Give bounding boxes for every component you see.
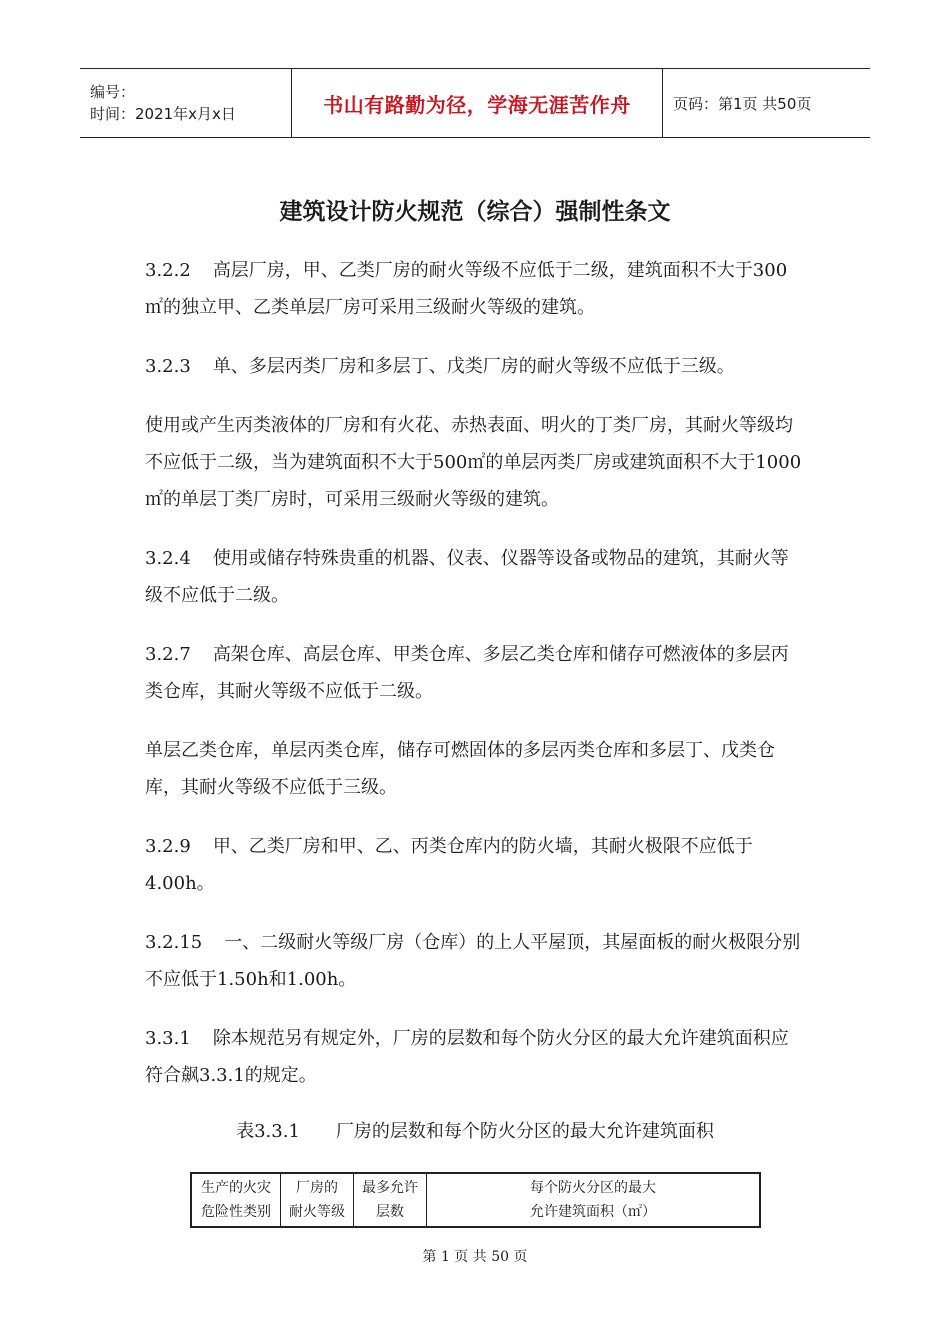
clause-text: 使用或储存特殊贵重的机器、仪表、仪器等设备或物品的建筑，其耐火等级不应低于二级。	[145, 548, 789, 606]
clause-text: 一、二级耐火等级厂房（仓库）的上人平屋顶，其屋面板的耐火极限分别不应低于1.50h和1.00h。	[145, 932, 801, 990]
spec-table	[190, 1172, 761, 1228]
clause-paragraph	[145, 1020, 805, 1094]
clause-paragraph	[145, 924, 805, 998]
header-line: 允许建筑面积（㎡）	[530, 1204, 656, 1220]
document-body	[145, 252, 805, 1116]
clause-paragraph	[145, 348, 805, 385]
clause-paragraph	[145, 540, 805, 614]
header-line: 生产的火灾	[201, 1180, 271, 1196]
document-number-label: 编号：	[90, 83, 136, 101]
clause-paragraph	[145, 407, 805, 518]
table-header-row	[191, 1173, 760, 1227]
clause-text: 高层厂房，甲、乙类厂房的耐火等级不应低于二级，建筑面积不大于300㎡的独立甲、乙类单层厂房可采用三级耐火等级的建筑。	[145, 260, 788, 318]
clause-number: 3.2.3	[145, 356, 191, 377]
clause-number: 3.2.7	[145, 644, 191, 665]
header-page-cell	[663, 69, 870, 137]
clause-text: 除本规范另有规定外，厂房的层数和每个防火分区的最大允许建筑面积应符合飙3.3.1的规定。	[145, 1028, 789, 1086]
clause-text: 单层乙类仓库，单层丙类仓库，储存可燃固体的多层丙类仓库和多层丁、戊类仓库，其耐火等级不应低于三级。	[145, 740, 775, 798]
header-motto-cell	[291, 69, 663, 137]
clause-number: 3.2.15	[145, 932, 203, 953]
table-header-cell	[427, 1173, 761, 1227]
page-footer: 第 1 页 共 50 页	[422, 1249, 528, 1265]
document-header	[80, 68, 870, 138]
header-line: 层数	[376, 1204, 404, 1220]
document-time-label: 时间：2021年x月x日	[90, 105, 236, 123]
clause-number: 3.2.4	[145, 548, 191, 569]
clause-paragraph	[145, 828, 805, 902]
table-header-cell	[191, 1173, 281, 1227]
table-caption: 表3.3.1 厂房的层数和每个防火分区的最大允许建筑面积	[236, 1121, 714, 1142]
clause-number: 3.2.9	[145, 836, 191, 857]
clause-text: 甲、乙类厂房和甲、乙、丙类仓库内的防火墙，其耐火极限不应低于4.00h。	[145, 836, 753, 894]
document-title: 建筑设计防火规范（综合）强制性条文	[279, 199, 671, 225]
table-header-cell	[354, 1173, 427, 1227]
header-line: 最多允许	[362, 1180, 418, 1196]
clause-paragraph	[145, 636, 805, 710]
header-line: 厂房的	[296, 1180, 338, 1196]
header-page-label: 页码：第1页 共50页	[673, 94, 812, 113]
header-meta	[80, 69, 291, 137]
header-motto: 书山有路勤为径，学海无涯苦作舟	[323, 92, 631, 117]
header-line: 耐火等级	[289, 1204, 345, 1220]
clause-text: 高架仓库、高层仓库、甲类仓库、多层乙类仓库和储存可燃液体的多层丙类仓库，其耐火等级不应低于二级。	[145, 644, 789, 702]
clause-text: 使用或产生丙类液体的厂房和有火花、赤热表面、明火的丁类厂房，其耐火等级均不应低于二级，当为建筑面积不大于500㎡的单层丙类厂房或建筑面积不大于1000㎡的单层丁类厂房时，可采用三级耐火等级的建筑。	[145, 415, 802, 510]
clause-paragraph	[145, 252, 805, 326]
clause-text: 单、多层丙类厂房和多层丁、戊类厂房的耐火等级不应低于三级。	[212, 356, 735, 377]
header-line: 危险性类别	[201, 1204, 271, 1220]
clause-number: 3.2.2	[145, 260, 191, 281]
clause-number: 3.3.1	[145, 1028, 191, 1049]
table-header-cell	[281, 1173, 354, 1227]
header-line: 每个防火分区的最大	[530, 1180, 656, 1196]
clause-paragraph	[145, 732, 805, 806]
